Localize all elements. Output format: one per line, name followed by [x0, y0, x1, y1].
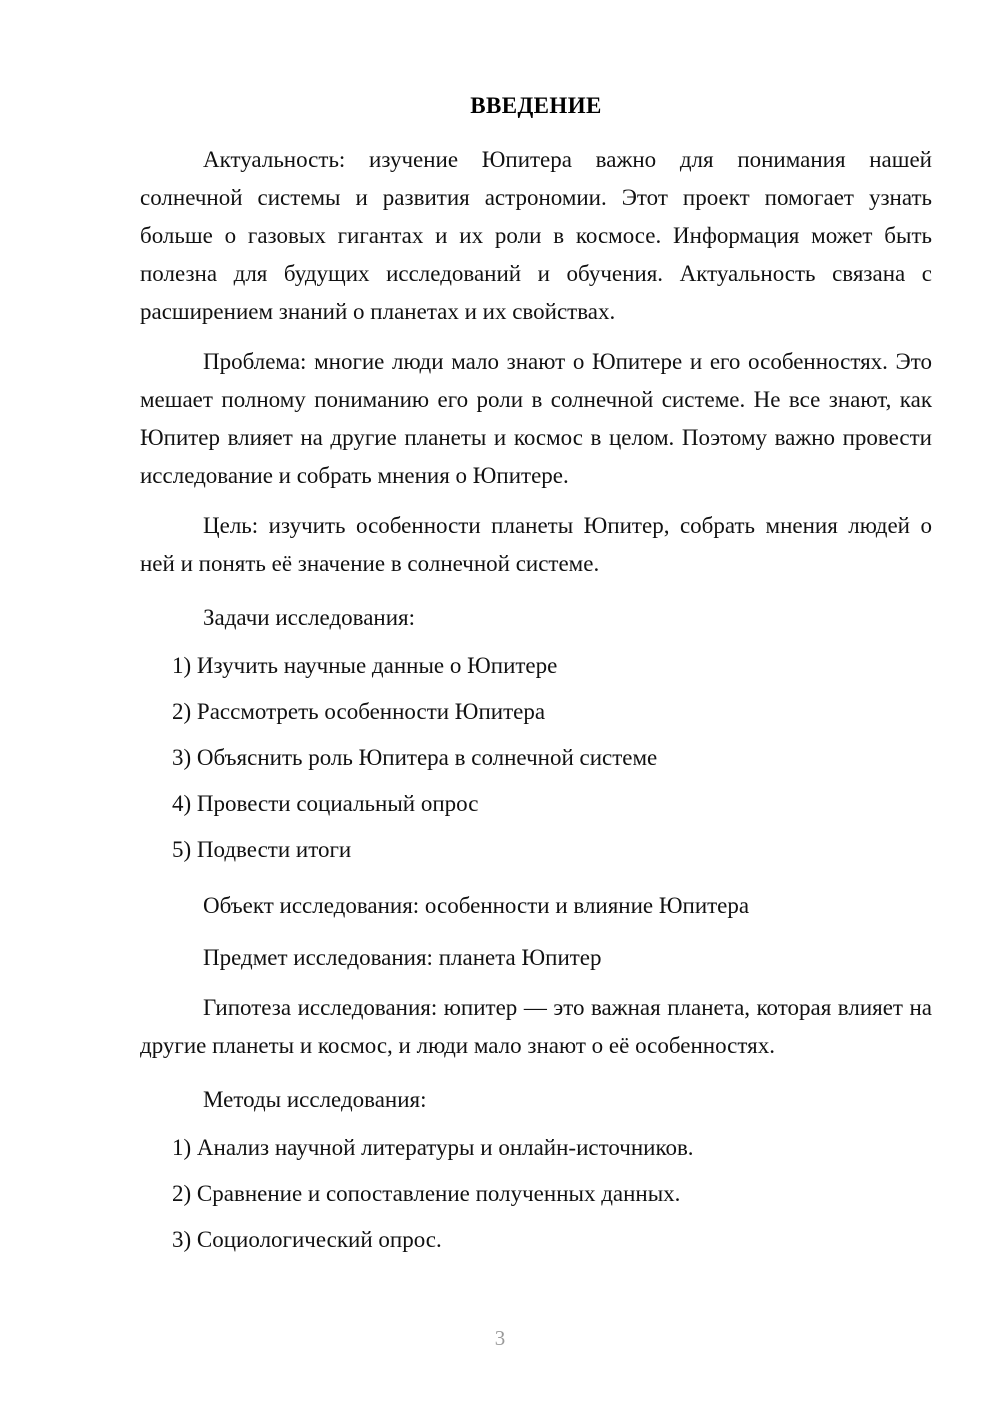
list-item: 2) Рассмотреть особенности Юпитера: [172, 698, 546, 724]
list-item: 1) Изучить научные данные о Юпитере: [172, 652, 558, 678]
heading-tasks: Задачи исследования:: [203, 604, 416, 630]
page-number: 3: [494, 1326, 506, 1350]
list-item: 3) Социологический опрос.: [172, 1226, 442, 1252]
line-subject-of-research: Предмет исследования: планета Юпитер: [203, 944, 602, 970]
list-item: 5) Подвести итоги: [172, 836, 352, 862]
paragraph-relevance: Актуальность: изучение Юпитера важно для понимания нашей солнечной системы и развития астрономии. Этот проект помогает узнать больше о газовых гигантах и их роли в космосе. Информация может быть полезна для будущих исследований и обучения. Актуальность связана с расширением знаний о планетах и их свойствах.: [140, 146, 932, 324]
list-item: 1) Анализ научной литературы и онлайн-источников.: [172, 1134, 694, 1160]
paragraph-goal: Цель: изучить особенности планеты Юпитер, собрать мнения людей о ней и понять её значение в солнечной системе.: [140, 512, 932, 576]
list-item: 2) Сравнение и сопоставление полученных данных.: [172, 1180, 681, 1206]
list-item: 3) Объяснить роль Юпитера в солнечной системе: [172, 744, 658, 770]
heading-methods: Методы исследования:: [203, 1086, 427, 1112]
line-object-of-research: Объект исследования: особенности и влияние Юпитера: [203, 892, 750, 918]
page-title: ВВЕДЕНИЕ: [470, 93, 602, 118]
list-item: 4) Провести социальный опрос: [172, 790, 479, 816]
paragraph-problem: Проблема: многие люди мало знают о Юпитере и его особенностях. Это мешает полному пониманию его роли в солнечной системе. Не все знают, как Юпитер влияет на другие планеты и космос в целом. Поэтому важно провести исследование и собрать мнения о Юпитере.: [140, 348, 932, 488]
methods-list: [140, 1119, 932, 1263]
paragraph-hypothesis: Гипотеза исследования: юпитер — это важная планета, которая влияет на другие планеты и космос, и люди мало знают о её особенностях.: [140, 994, 932, 1058]
document-body: [140, 0, 932, 1263]
tasks-list: [140, 637, 932, 873]
